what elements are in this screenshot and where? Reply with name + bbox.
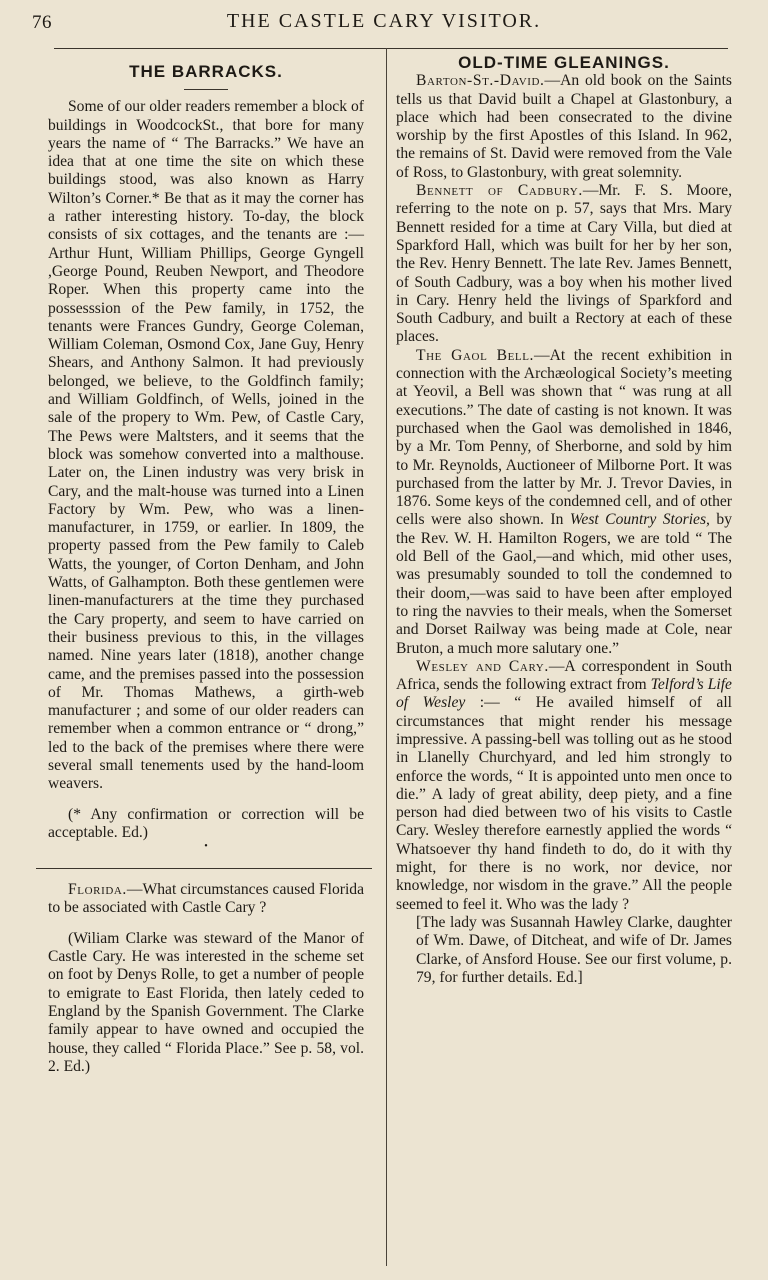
ornament-dot: • (204, 841, 208, 853)
gleaning-gaol-bell (396, 347, 732, 658)
book-title: Telford’s Life of Wesley (396, 676, 732, 712)
florida-question: —What circumstances caused Florida to be associated with Castle Cary ? (48, 881, 364, 917)
spacer (48, 918, 364, 930)
gleanings-title: OLD-TIME GLEANINGS. (458, 53, 670, 72)
gleaning-text: :— “ He availed himself of all circumstances that might render his message impressive. A passing-bell was tolling out as he stood in Llanelly Churchyard, and led him strongly to enforce the words, “ It is appointed unto men once to die.” A lady of great ability, deep piety, and a fine person had died between two of his visits to Castle Cary. Wesley therefore earnestly applied the words “ Whatsoever thy hand findeth to do, do it with thy might, for there is no work, nor device, nor knowledge, nor wisdom in the grave.” All the people seemed to feel it. Who was the lady ? (396, 694, 732, 913)
editor-note: (* Any confirmation or correction will be acceptable. Ed.) (48, 805, 364, 841)
gleaning-heading: Barton-St.-David. (416, 72, 545, 90)
spacer (48, 794, 364, 806)
gleaning-bennett (396, 182, 732, 347)
gleaning-heading: Wesley and Cary. (416, 657, 549, 675)
page-number: 76 (32, 12, 52, 33)
gleaning-heading: The Gaol Bell. (416, 346, 535, 364)
florida-heading: Florida. (68, 881, 127, 899)
barracks-article: Some of our older readers remember a block of buildings in WoodcockSt., that bore for many years the name of “ The Barracks.” We have an idea that at one time the site on which these buildings stood, was also known as Harry Wilton’s Corner.* Be that as it may the corner has a rather interesting history. To-day, the block consists of six cottages, and the tenants are :—Arthur Hunt, William Phillips, George Gyngell ,George Pound, Reuben Newport, and Theodore Roper. When this property came into the possesssion of the Pew family, in 1752, the tenants were Frances Gundry, George Coleman, William Coleman, Osmond Cox, Jane Guy, Henry Shears, and Anthony Salmon. It had previously belonged, we believe, to the Goldfinch family; and William Goldfinch, of Wells, joined in the sale of the propery to Wm. Pew, of Castle Cary, The Pews were Maltsters, and it seems that the block was somehow converted into a malthouse. Later on, the Linen industry was very brisk in Cary, and the malt-house was turned into a Linen Factory by Wm. Pew, who was a linen-manufacturer, in 1759, or earlier. In 1809, the property passed from the Pew family to Caleb Watts, the younger, of Corton Denham, and John Watts, of Galhampton. Both these gentlemen were linen-manufacturers at the time they purchased the Cary property, and seem to have carried on their business previous to this, in the villages named. Nine years later (1818), another change came, and the premises passed into the possession of Mr. Thomas Mathews, a girth-web manufacturer ; and some of our older readers can remember when a common entrance or “ drong,” led to the back of the premises where there were several small tenements used by the hand-loom weavers. (48, 98, 364, 793)
header-rule (54, 48, 728, 49)
gleaning-barton (396, 72, 732, 182)
section-rule (36, 868, 372, 869)
running-title: THE CASTLE CARY VISITOR. (226, 10, 542, 32)
florida-answer: (Wiliam Clarke was steward of the Manor of Castle Cary. He was interested in the scheme set on foot by Denys Rolle, to get a number of people to emigrate to East Florida, then lately ceded to England by the Spanish Government. The Clarke family appear to have owned and occupied the house, they called “ Florida Place.” See p. 58, vol. 2. Ed.) (48, 929, 364, 1075)
column-divider (386, 48, 387, 1266)
title-rule (184, 89, 228, 90)
gleaning-wesley (396, 658, 732, 914)
gleaning-heading: Bennett of Cadbury. (416, 182, 583, 200)
gleaning-text: by the Rev. W. H. Hamilton Rogers, we are told “ The old Bell of the Gaol,—and which, mid other uses, was presumably sounded to toll the condemned to their doom,—was said to have been after employed to ring the navvies to their meals, when the Somerset and Dorset Railway was being made at Cole, near Bruton, a much more salutary one.” (396, 511, 732, 657)
book-title: West Country Stories, (569, 511, 710, 529)
gleaning-text: —At the recent exhibition in connection with the Archæological Society’s meeting at Yeovil, a Bell was shown that “ was rung at all executions.” The date of casting is not known. It was purchased when the Gaol was demolished in 1846, by a Mr. Tom Penny, of Sherborne, and sold by him to Mr. Reynolds, Auctioneer of Milborne Port. It was purchased from the latter by Mr. J. Trevor Davies, in 1876. Some keys of the condemned cell, and of other cells were also shown. In (396, 346, 732, 529)
gleaning-text: —A correspondent in South Africa, sends the following extract from (396, 657, 732, 694)
gleaning-text: —An old book on the Saints tells us that David built a Chapel at Glastonbury, a place which had been consecrated to the divine worship by the first Apostles of this Island. In 962, the remains of St. David were removed from the Vale of Ross, to Glastonbury, with great solemnity. (396, 72, 732, 181)
left-column (48, 50, 364, 1076)
barracks-title: THE BARRACKS. (129, 62, 283, 81)
lady-answer: [The lady was Susannah Hawley Clarke, daughter of Wm. Dawe, of Ditcheat, and wife of Dr. James Clarke, of Ansford House. See our first volume, p. 79, for further details. Ed.] (416, 913, 732, 986)
gleaning-text: —Mr. F. S. Moore, referring to the note on p. 57, says that Mrs. Mary Bennett resided for a time at Cary Villa, but died at Sparkford Hall, which was built for her by her son, the Rev. Henry Bennett. The late Rev. James Bennett, of South Cadbury, was a boy when his mother lived in Cary. Henry held the livings of Sparkford and South Cadbury, and built a Rectory at each of these places. (396, 182, 732, 346)
right-column (396, 50, 732, 987)
florida-query (48, 881, 364, 918)
